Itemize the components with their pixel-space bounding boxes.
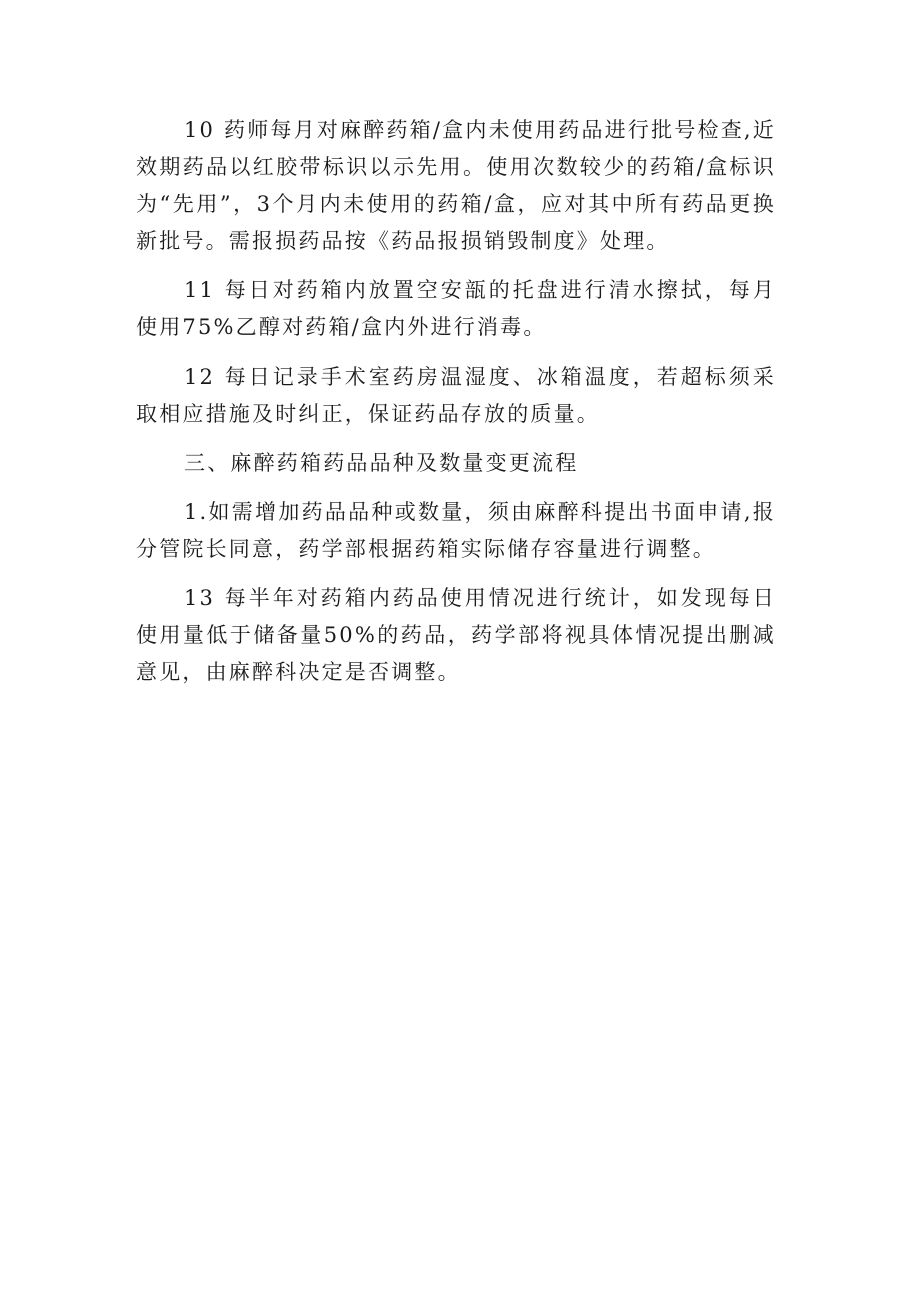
document-body (136, 112, 776, 691)
paragraph-item-12: 12 每日记录手术室药房温湿度、冰箱温度，若超标须采取相应措施及时纠正，保证药品存放的质量。 (136, 365, 776, 426)
paragraph-item-10: 10 药师每月对麻醉药箱/盒内未使用药品进行批号检查,近效期药品以红胶带标识以示先用。使用次数较少的药箱/盒标识为“先用”，3个月内未使用的药箱/盒，应对其中所有药品更换新批号。需报损药品按《药品报损销毁制度》处理。 (136, 118, 776, 253)
paragraph-item-13: 13 每半年对药箱内药品使用情况进行统计，如发现每日使用量低于储备量50%的药品，药学部将视具体情况提出删减意见，由麻醉科决定是否调整。 (136, 586, 776, 684)
paragraph-item-1: 1.如需增加药品品种或数量，须由麻醉科提出书面申请,报分管院长同意，药学部根据药箱实际储存容量进行调整。 (136, 500, 776, 561)
section-heading: 三、麻醉药箱药品品种及数量变更流程 (184, 451, 579, 475)
paragraph-item-11: 11 每日对药箱内放置空安瓿的托盘进行清水擦拭，每月使用75%乙醇对药箱/盒内外进行消毒。 (136, 278, 776, 339)
